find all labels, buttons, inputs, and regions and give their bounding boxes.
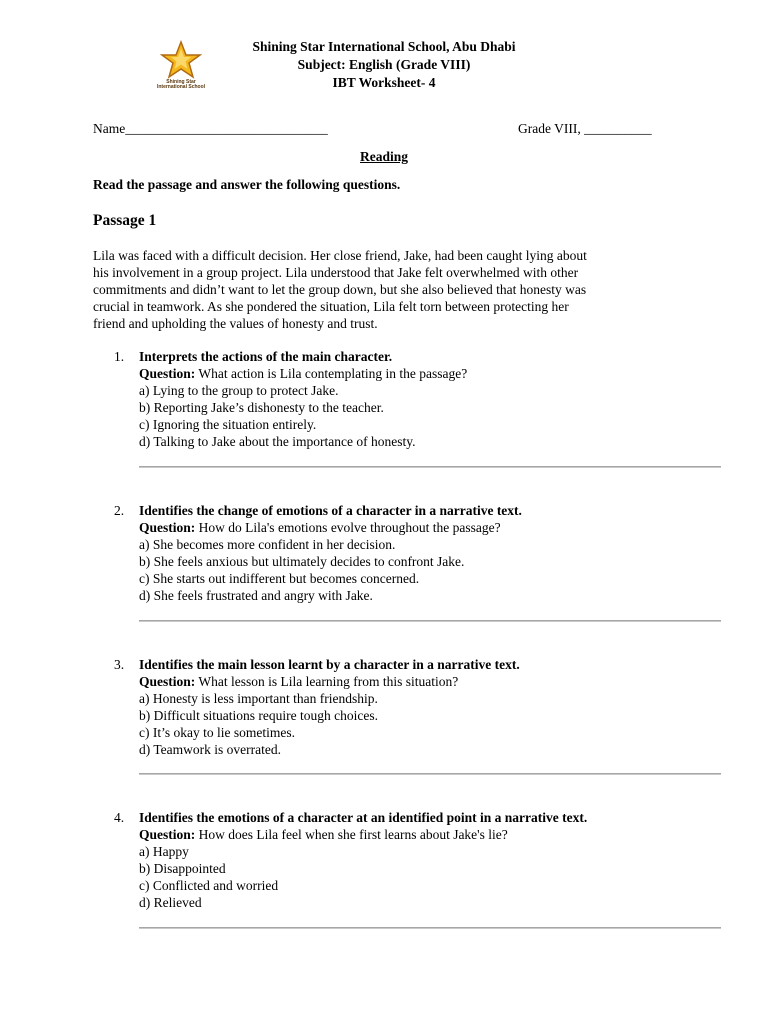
logo-text-line1: Shining Star (166, 79, 196, 85)
question-label: Question: (139, 827, 196, 842)
option-a: a) Lying to the group to protect Jake. (139, 383, 339, 398)
logo-text-line2: International School (156, 84, 206, 90)
question-number: 1. (114, 349, 125, 364)
question-skill: Interprets the actions of the main character. (139, 349, 393, 364)
question-label: Question: (139, 366, 196, 381)
option-b: b) She feels anxious but ultimately decides to confront Jake. (139, 554, 465, 569)
passage-title: Passage 1 (93, 212, 157, 229)
question-skill: Identifies the main lesson learnt by a character in a narrative text. (139, 657, 520, 672)
question-prompt (139, 365, 467, 382)
option-d: d) Relieved (139, 895, 202, 910)
question-label: Question: (139, 674, 196, 689)
question-prompt (139, 519, 522, 536)
question-text: How do Lila's emotions evolve throughout the passage? (195, 520, 501, 535)
question-skill: Identifies the change of emotions of a character in a narrative text. (139, 503, 522, 518)
option-b: b) Reporting Jake’s dishonesty to the teacher. (139, 400, 384, 415)
question-number: 2. (114, 503, 125, 518)
passage-line: Lila was faced with a difficult decision. Her close friend, Jake, had been caught lying about (93, 248, 587, 263)
question-text: What lesson is Lila learning from this situation? (195, 674, 459, 689)
instruction-text: Read the passage and answer the following questions. (93, 177, 401, 192)
passage-line: friend and upholding the values of honesty and trust. (93, 316, 378, 331)
option-c: c) It’s okay to lie sometimes. (139, 725, 295, 740)
answer-line (139, 927, 721, 929)
answer-line (139, 466, 721, 468)
option-a: a) Honesty is less important than friendship. (139, 691, 378, 706)
passage-line: commitments and didn’t want to let the group down, but she also believed that honesty was (93, 282, 587, 297)
name-field: Name______________________________ (93, 121, 328, 136)
answer-line (139, 620, 721, 622)
option-a: a) Happy (139, 844, 189, 859)
question-skill: Identifies the emotions of a character at an identified point in a narrative text. (139, 810, 588, 825)
passage-text (93, 247, 683, 332)
passage-line: crucial in teamwork. As she pondered the situation, Lila felt torn between protecting her (93, 299, 569, 314)
grade-field: Grade VIII, __________ (518, 121, 652, 136)
option-d: d) Teamwork is overrated. (139, 742, 282, 757)
option-a: a) She becomes more confident in her decision. (139, 537, 396, 552)
option-b: b) Disappointed (139, 861, 226, 876)
option-d: d) Talking to Jake about the importance of honesty. (139, 434, 416, 449)
question-prompt (139, 673, 520, 690)
school-name: Shining Star International School, Abu Dhabi (252, 39, 516, 54)
question-label: Question: (139, 520, 196, 535)
answer-line (139, 773, 721, 775)
passage-line: his involvement in a group project. Lila understood that Jake felt overwhelmed with other (93, 265, 579, 280)
question-prompt (139, 826, 587, 843)
question-number: 3. (114, 657, 125, 672)
worksheet-title: IBT Worksheet- 4 (332, 75, 436, 90)
option-b: b) Difficult situations require tough choices. (139, 708, 378, 723)
question-text: How does Lila feel when she first learns about Jake's lie? (195, 827, 508, 842)
option-c: c) Ignoring the situation entirely. (139, 417, 317, 432)
option-c: c) Conflicted and worried (139, 878, 279, 893)
question-number: 4. (114, 810, 125, 825)
subject-title: Subject: English (Grade VIII) (297, 57, 471, 72)
section-title: Reading (359, 149, 408, 164)
option-d: d) She feels frustrated and angry with Jake. (139, 588, 373, 603)
option-c: c) She starts out indifferent but becomes concerned. (139, 571, 420, 586)
question-text: What action is Lila contemplating in the passage? (195, 366, 468, 381)
